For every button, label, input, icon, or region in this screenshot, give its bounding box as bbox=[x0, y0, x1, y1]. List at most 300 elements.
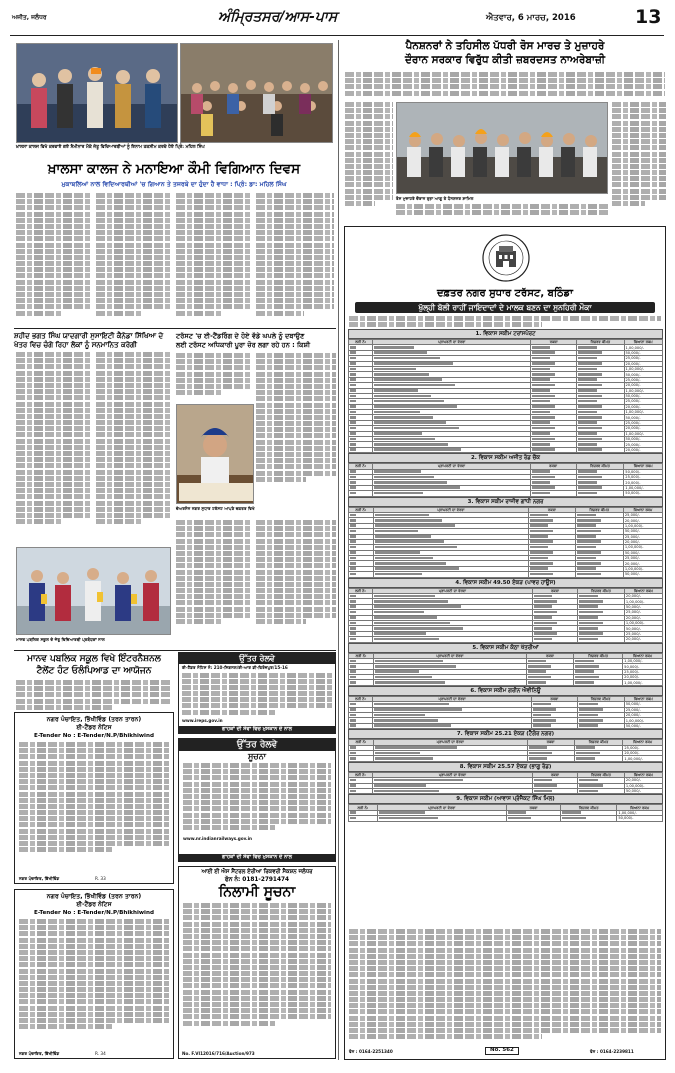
trust-table-cell-filler bbox=[374, 708, 462, 711]
trust-section-table bbox=[348, 696, 663, 729]
photo-pensioners-protest bbox=[396, 102, 608, 194]
trust-table-header: ਬਿਆਨਾ ਰਕਮ bbox=[623, 740, 663, 745]
trust-table-cell-filler bbox=[534, 779, 552, 782]
trust-table-cell-filler bbox=[532, 389, 550, 392]
trust-table-header: ਰਿਜ਼ਰਵ ਕੀਮਤ bbox=[577, 696, 624, 701]
trust-table-cell-value: 25,000/- bbox=[623, 556, 662, 561]
auction-ref: No. F.VI12016/716/Auction/973 bbox=[182, 1050, 255, 1056]
trust-table-cell-value: 1,00,000/- bbox=[624, 599, 662, 604]
trust-table-header: ਬਿਆਨਾ ਰਕਮ bbox=[624, 464, 663, 469]
trust-table-cell-filler bbox=[350, 427, 356, 430]
tender-1-number: E-Tender No : E-Tender/N.P/Bhikhiwind bbox=[34, 733, 154, 739]
trust-table-header: ਪ੍ਰਾਪਰਟੀ ਦਾ ਵੇਰਵਾ bbox=[373, 464, 530, 469]
trust-table-header: ਲੜੀ ਨੰ: bbox=[349, 464, 373, 469]
trust-table-cell-value: 1,00,000/- bbox=[623, 658, 663, 663]
trust-table-cell-filler bbox=[350, 535, 356, 538]
trust-table-cell-filler bbox=[578, 362, 602, 365]
trust-table-cell-filler bbox=[374, 351, 427, 354]
trust-table-cell-filler bbox=[534, 616, 552, 619]
page-number: 13 bbox=[635, 6, 662, 28]
tender-1-org: ਨਗਰ ਪੰਚਾਇਤ, ਭਿੱਖੀਵਿੰਡ (ਤਰਨ ਤਾਰਨ) bbox=[46, 716, 142, 723]
trust-table-cell-filler bbox=[375, 681, 445, 684]
trust-table-cell-filler bbox=[350, 481, 356, 484]
trust-table-cell-filler bbox=[350, 567, 356, 570]
trust-table-cell-filler bbox=[350, 605, 356, 608]
trust-table-cell-filler bbox=[579, 784, 603, 787]
trust-table-cell-filler bbox=[532, 346, 550, 349]
trust-table-cell-filler bbox=[530, 551, 553, 554]
trust-table-cell-filler bbox=[374, 438, 435, 441]
trust-table-cell-filler bbox=[350, 438, 356, 441]
trust-table-cell-value: 25,000/- bbox=[624, 610, 662, 615]
trust-table-cell-filler bbox=[350, 616, 356, 619]
trust-table-header: ਬਿਆਨਾ ਰਕਮ bbox=[624, 696, 662, 701]
trust-table-cell-filler bbox=[374, 373, 429, 376]
trust-table-cell-filler bbox=[350, 627, 356, 630]
trust-table-cell-filler bbox=[374, 595, 435, 598]
trust-table-cell-filler bbox=[534, 632, 557, 635]
trust-table-cell-filler bbox=[374, 416, 433, 419]
trust-table-cell-filler bbox=[375, 540, 444, 543]
trust-table-cell bbox=[506, 816, 560, 821]
trust-table-cell-filler bbox=[578, 432, 597, 435]
protest-photo-art bbox=[397, 103, 608, 194]
trust-table-cell-filler bbox=[532, 411, 550, 414]
trust-table-cell-filler bbox=[530, 562, 553, 565]
trust-table-cell-filler bbox=[350, 811, 356, 814]
table-row bbox=[349, 637, 663, 642]
trust-table-cell-filler bbox=[375, 535, 431, 538]
trust-table-header: ਰਕਬਾ bbox=[531, 340, 577, 345]
trust-table-header: ਲੜੀ ਨੰ: bbox=[349, 805, 378, 810]
pension-body-bottom bbox=[396, 204, 608, 222]
manav-headline-1: ਮਾਨਵ ਪਬਲਿਕ ਸਕੂਲ ਵਿਖੇ ਇੰਟਰਨੈਸ਼ਨਲ bbox=[27, 654, 161, 664]
trust-table-cell-filler bbox=[350, 557, 356, 560]
trust-table-cell-filler bbox=[579, 703, 598, 706]
trust-table-cell-filler bbox=[374, 470, 421, 473]
trust-table-cell-filler bbox=[350, 757, 356, 760]
tender-2-org: ਨਗਰ ਪੰਚਾਇਤ, ਭਿੱਖੀਵਿੰਡ (ਤਰਨ ਤਾਰਨ) bbox=[46, 893, 142, 900]
trust-table-cell-filler bbox=[528, 660, 546, 663]
trust-table-cell-value: 20,000/- bbox=[624, 404, 663, 409]
trust-section-table bbox=[348, 588, 663, 643]
trust-table-cell-filler bbox=[578, 357, 597, 360]
trust-table-cell-filler bbox=[375, 514, 429, 517]
trust-table-cell-filler bbox=[533, 714, 551, 717]
trust-table-cell-filler bbox=[375, 551, 420, 554]
trust-table-cell-filler bbox=[374, 400, 444, 403]
trust-table-cell-filler bbox=[508, 811, 526, 814]
trust-table-cell-filler bbox=[578, 416, 602, 419]
trust-table-cell-filler bbox=[528, 665, 551, 668]
trust-table-cell-filler bbox=[577, 535, 596, 538]
trust-table-cell-filler bbox=[532, 443, 550, 446]
trust-table-cell-filler bbox=[374, 405, 457, 408]
trust-table-cell bbox=[349, 680, 374, 685]
auction-phone: ਫੋਨ ਨੰ: 0181-2791474 bbox=[224, 877, 290, 883]
trust-table-header: ਬਿਆਨਾ ਰਕਮ bbox=[624, 340, 663, 345]
tender-1-notice: ਈ-ਟੈਂਡਰ ਨੋਟਿਸ bbox=[76, 724, 112, 731]
trust-table-cell-value: 1,00,000/- bbox=[624, 345, 663, 350]
railway-1-title: ਉੱਤਰ ਰੇਲਵੇ bbox=[179, 653, 335, 664]
trust-table-cell-filler bbox=[532, 362, 555, 365]
trust-table-cell-filler bbox=[534, 622, 557, 625]
trust-table-cell-filler bbox=[577, 573, 601, 576]
trust-table-cell-value: 25,000/- bbox=[624, 420, 663, 425]
trust-table-cell-value: 20,000/- bbox=[624, 361, 663, 366]
trust-table-header: ਬਿਆਨਾ ਰਕਮ bbox=[623, 507, 662, 512]
trust-table-cell bbox=[372, 788, 532, 793]
trust-table-cell-filler bbox=[350, 779, 356, 782]
trust-table-header: ਰਿਜ਼ਰਵ ਕੀਮਤ bbox=[578, 588, 625, 593]
trust-table-cell-filler bbox=[529, 757, 547, 760]
trust-table-cell-filler bbox=[578, 486, 602, 489]
trust-table-cell-filler bbox=[350, 600, 356, 603]
trust-table-cell-filler bbox=[350, 638, 356, 641]
trust-table-cell-filler bbox=[578, 389, 597, 392]
trust-table-cell-filler bbox=[579, 638, 598, 641]
trust-ad-intro bbox=[349, 316, 661, 328]
trust-table-cell-filler bbox=[374, 362, 453, 365]
trust-table-cell-filler bbox=[350, 632, 356, 635]
trust-table-cell-filler bbox=[350, 562, 356, 565]
trust-table-cell-value: 50,000/- bbox=[623, 572, 662, 577]
trust-table-cell-filler bbox=[578, 373, 602, 376]
trust-table-cell bbox=[349, 491, 373, 496]
trust-table-cell-value: 20,000/- bbox=[624, 447, 663, 452]
trust-table-cell-filler bbox=[578, 421, 597, 424]
trust-table-cell-filler bbox=[350, 389, 356, 392]
trust-section-table bbox=[348, 653, 663, 686]
trust-table-cell bbox=[377, 816, 506, 821]
trust-table-cell-filler bbox=[533, 708, 556, 711]
table-row bbox=[349, 680, 663, 685]
trust-table-header: ਪ੍ਰਾਪਰਟੀ ਦਾ ਵੇਰਵਾ bbox=[377, 805, 506, 810]
pension-body-lead bbox=[345, 72, 665, 102]
trust-table-header: ਲੜੀ ਨੰ: bbox=[349, 653, 374, 658]
trust-table-cell-value: 50,000/- bbox=[624, 393, 663, 398]
trust-table-cell-filler bbox=[350, 622, 356, 625]
trust-table-cell-value: 50,000/- bbox=[624, 372, 663, 377]
trust-table-cell-filler bbox=[578, 346, 597, 349]
masthead-left: ਅਜੀਤ, ਜਲੰਧਰ bbox=[12, 14, 47, 21]
trust-table-cell-filler bbox=[528, 670, 546, 673]
trust-table-cell-filler bbox=[350, 595, 356, 598]
trust-table-cell-filler bbox=[374, 719, 438, 722]
trust-table-cell-filler bbox=[530, 546, 548, 549]
trust-table-cell-filler bbox=[530, 530, 553, 533]
trust-table-header: ਲੜੀ ਨੰ: bbox=[349, 740, 374, 745]
tender-notice-1 bbox=[14, 712, 174, 884]
trust-table-cell-filler bbox=[579, 714, 598, 717]
railway-1-tender-line: ਈ-ਟੈਂਡਰ ਨੋਟਿਸ ਨੰ: 210-ਸਿਗਨਲ/ਈ-ਆਰ ਡੀ-ਫਿਰੋਜ਼ਪੁਰ/15-16 bbox=[182, 665, 288, 670]
trust-table-cell-filler bbox=[374, 378, 442, 381]
trust-section-table bbox=[348, 739, 663, 762]
trust-table-cell-filler bbox=[575, 665, 599, 668]
photo-classroom-group bbox=[180, 43, 333, 143]
tender-story-headline-2: ਲਈ ਟਰੱਸਟ ਅਧਿਕਾਰੀ ਪੂਰਾ ਜ਼ੋਰ ਲਗਾ ਰਹੇ ਹਨ : ਕਿਸ਼ੀ bbox=[176, 341, 311, 349]
trust-table-cell-value: 25,000/- bbox=[624, 442, 663, 447]
trust-table-cell-filler bbox=[532, 368, 550, 371]
trust-table-cell-filler bbox=[350, 724, 356, 727]
trust-table-cell-filler bbox=[374, 411, 420, 414]
trust-table-cell-filler bbox=[350, 611, 356, 614]
trust-table-cell-filler bbox=[533, 719, 556, 722]
trust-table-cell-filler bbox=[350, 400, 356, 403]
trust-table-cell-value: 20,000/- bbox=[623, 675, 663, 680]
trust-table-cell-filler bbox=[575, 676, 599, 679]
trust-auction-sections bbox=[348, 329, 663, 822]
trust-table-cell-filler bbox=[578, 405, 602, 408]
trust-table-cell-filler bbox=[374, 395, 431, 398]
trust-table-cell-filler bbox=[579, 790, 598, 793]
railway-2-subtitle: ਸੂਚਨਾ bbox=[247, 752, 266, 761]
trust-table-cell bbox=[373, 756, 527, 761]
trust-table-header: ਰਿਜ਼ਰਵ ਕੀਮਤ bbox=[577, 340, 624, 345]
trust-table-cell-filler bbox=[532, 492, 550, 495]
trust-table-cell-filler bbox=[530, 524, 548, 527]
trust-table-cell-value: 20,000/- bbox=[624, 778, 662, 783]
trust-table-cell-filler bbox=[533, 724, 551, 727]
trust-table-cell-filler bbox=[350, 421, 356, 424]
trust-table-cell bbox=[526, 680, 573, 685]
trust-table-header: ਰਿਜ਼ਰਵ ਕੀਮਤ bbox=[576, 464, 624, 469]
trust-table-cell-value: 50,000/- bbox=[623, 664, 663, 669]
trust-table-cell-filler bbox=[374, 481, 447, 484]
trust-table-cell-filler bbox=[532, 351, 555, 354]
khalsa-subheadline: ਮੁਕਾਬਲਿਆਂ ਨਾਲ ਵਿਦਿਆਰਥੀਆਂ 'ਚ ਗਿਆਨ ਤੇ ਤਜਰਬੇ ਦਾ ਹੁੰਦਾ ਹੈ ਵਾਧਾ : ਪ੍ਰਿੰ: ਡਾ: ਮਹਿਲ ਸਿੰਘ bbox=[61, 181, 287, 188]
trust-table-cell bbox=[349, 447, 373, 452]
trust-table-cell-filler bbox=[375, 530, 418, 533]
trust-emblem bbox=[481, 233, 531, 283]
trust-table-header: ਰਕਬਾ bbox=[532, 696, 577, 701]
trust-table-header: ਰਿਜ਼ਰਵ ਕੀਮਤ bbox=[574, 740, 623, 745]
trust-table-cell-filler bbox=[375, 676, 432, 679]
trust-table-cell-value: 50,000/- bbox=[624, 491, 663, 496]
trust-table-cell-filler bbox=[577, 519, 601, 522]
trust-table-header: ਰਕਬਾ bbox=[532, 772, 577, 777]
trust-table-cell-value: 50,000/- bbox=[623, 529, 662, 534]
trust-table-cell-filler bbox=[530, 573, 553, 576]
trust-table-header: ਪ੍ਰਾਪਰਟੀ ਦਾ ਵੇਰਵਾ bbox=[373, 340, 531, 345]
trust-table-cell-filler bbox=[534, 790, 552, 793]
table-row bbox=[349, 816, 663, 821]
trust-table-cell-filler bbox=[350, 746, 356, 749]
trust-table-cell-filler bbox=[534, 638, 552, 641]
trust-table-cell-filler bbox=[575, 681, 594, 684]
trust-table-cell-value: 1,00,000/- bbox=[623, 680, 663, 685]
trust-table-cell-filler bbox=[374, 638, 439, 641]
trust-table-cell bbox=[349, 723, 373, 728]
khalsa-body-col1 bbox=[16, 193, 92, 326]
trust-table-cell-filler bbox=[374, 389, 418, 392]
trust-table-cell-filler bbox=[350, 708, 356, 711]
trust-table-cell-filler bbox=[578, 395, 602, 398]
trust-table-cell-filler bbox=[374, 600, 448, 603]
trust-table-cell-value: 20,000/- bbox=[624, 713, 662, 718]
trust-table-cell-value: 25,000/- bbox=[624, 707, 662, 712]
trust-section-table bbox=[348, 339, 663, 453]
trust-table-cell-filler bbox=[575, 670, 594, 673]
trust-table-cell-filler bbox=[532, 432, 550, 435]
trust-table-cell-filler bbox=[374, 432, 422, 435]
tender-story-col2 bbox=[256, 353, 336, 503]
trust-table-cell bbox=[561, 816, 617, 821]
trust-table-cell bbox=[373, 447, 531, 452]
trust-table-cell-filler bbox=[532, 476, 555, 479]
trust-table-cell-filler bbox=[375, 562, 446, 565]
trust-table-cell-filler bbox=[578, 470, 597, 473]
trust-table-cell-filler bbox=[379, 811, 425, 814]
trust-table-header: ਪ੍ਰਾਪਰਟੀ ਦਾ ਵੇਰਵਾ bbox=[373, 696, 532, 701]
trust-table-cell-value: 1,00,000/- bbox=[624, 431, 663, 436]
trust-table-cell bbox=[574, 756, 623, 761]
trust-table-cell-filler bbox=[350, 470, 356, 473]
table-row bbox=[349, 756, 663, 761]
trust-table-cell-filler bbox=[374, 492, 423, 495]
trust-table-cell-value: 25,000/- bbox=[624, 399, 663, 404]
trust-table-header: ਰਕਬਾ bbox=[532, 588, 577, 593]
trust-table-cell-filler bbox=[350, 362, 356, 365]
trust-table-cell-filler bbox=[374, 448, 461, 451]
trust-table-cell-filler bbox=[350, 665, 356, 668]
trust-table-cell-value: 20,000/- bbox=[623, 518, 662, 523]
trust-table-header: ਲੜੀ ਨੰ: bbox=[349, 340, 373, 345]
trust-table-cell-value: 1,00,000/- bbox=[624, 388, 663, 393]
trust-table-cell-filler bbox=[375, 557, 433, 560]
trust-table-header: ਬਿਆਨਾ ਰਕਮ bbox=[624, 772, 662, 777]
trust-table-cell-filler bbox=[532, 384, 555, 387]
trust-table-header: ਬਿਆਨਾ ਰਕਮ bbox=[623, 653, 663, 658]
trust-table-cell-filler bbox=[350, 524, 356, 527]
trust-table-cell-filler bbox=[576, 746, 595, 749]
trust-table-header: ਪ੍ਰਾਪਰਟੀ ਦਾ ਵੇਰਵਾ bbox=[373, 507, 528, 512]
trust-table-header: ਰਿਜ਼ਰਵ ਕੀਮਤ bbox=[575, 507, 623, 512]
trust-table-cell-filler bbox=[577, 524, 596, 527]
trust-table-cell-filler bbox=[374, 605, 461, 608]
trust-table-cell-value: 25,000/- bbox=[624, 474, 663, 479]
trust-table-cell-filler bbox=[577, 530, 601, 533]
manav-headline-2: ਟੈਲੇਂਟ ਹੰਟ ਓਲੰਪਿਆਡ ਦਾ ਆਯੋਜਨ bbox=[36, 666, 152, 676]
trust-table-cell bbox=[578, 788, 625, 793]
trust-table-cell-filler bbox=[530, 514, 548, 517]
trust-table-cell-filler bbox=[534, 627, 552, 630]
trust-table-header: ਪ੍ਰਾਪਰਟੀ ਦਾ ਵੇਰਵਾ bbox=[373, 740, 527, 745]
trust-table-header: ਬਿਆਨਾ ਰਕਮ bbox=[624, 588, 662, 593]
trust-table-cell-filler bbox=[579, 627, 598, 630]
trust-table-cell-filler bbox=[578, 481, 597, 484]
trust-table-cell-value: 20,000/- bbox=[624, 615, 662, 620]
trust-section-title: 8. ਵਿਕਾਸ ਸਕੀਮ 25.57 ਏਕੜ (ਭਾਗੂ ਰੋਡ) bbox=[348, 762, 663, 772]
trust-table-cell-filler bbox=[532, 373, 555, 376]
trust-table-cell-filler bbox=[374, 779, 463, 782]
trust-table-header: ਪ੍ਰਾਪਰਟੀ ਦਾ ਵੇਰਵਾ bbox=[372, 772, 532, 777]
trust-table-cell bbox=[529, 572, 575, 577]
trust-table-cell-filler bbox=[578, 411, 597, 414]
trust-table-cell-filler bbox=[374, 714, 425, 717]
trust-table-cell-filler bbox=[350, 703, 356, 706]
trust-table-cell-filler bbox=[350, 443, 356, 446]
trust-table-cell-filler bbox=[532, 448, 555, 451]
trust-table-cell bbox=[574, 680, 623, 685]
trust-table-header: ਰਕਬਾ bbox=[526, 653, 573, 658]
table-row bbox=[349, 788, 663, 793]
trust-table-cell-filler bbox=[532, 427, 555, 430]
trust-table-cell-filler bbox=[532, 481, 550, 484]
manav-photo-art bbox=[17, 548, 171, 635]
trust-section-title: 1. ਵਿਕਾਸ ਸਕੀਮ ਟਰਾਂਸਪੋਰਟ bbox=[348, 329, 663, 339]
trust-table-cell-value: 1,00,000/- bbox=[624, 718, 662, 723]
trust-table-header: ਰਕਬਾ bbox=[529, 507, 575, 512]
trust-table-cell-filler bbox=[350, 817, 356, 820]
trust-table-cell-filler bbox=[529, 746, 547, 749]
trust-table-cell-filler bbox=[530, 540, 553, 543]
manav-photo-caption: ਮਾਨਵ ਪਬਲਿਕ ਸਕੂਲ ਦੇ ਜੇਤੂ ਵਿਦਿਆਰਥੀ ਪ੍ਰਬੰਧਕਾਂ ਨਾਲ bbox=[16, 637, 105, 642]
trust-table-cell-filler bbox=[579, 611, 603, 614]
trust-table-cell-filler bbox=[534, 595, 552, 598]
trust-table-cell-filler bbox=[534, 600, 557, 603]
trust-table-cell-value: 1,00,000/- bbox=[624, 410, 663, 415]
trust-table-cell-filler bbox=[375, 524, 455, 527]
trust-section-title: 9. ਵਿਕਾਸ ਸਕੀਮ (ਆਵਾਸ ਪ੍ਰੋਜੈਕਟ ਸਿੰਘ ਮਿਲ) bbox=[348, 794, 663, 804]
trust-emblem-icon bbox=[481, 233, 531, 283]
trust-table-cell-filler bbox=[374, 346, 414, 349]
trust-table-cell-filler bbox=[579, 600, 603, 603]
trust-table-cell-filler bbox=[530, 535, 548, 538]
tender-2-ro: R. 34 bbox=[95, 1050, 106, 1056]
trust-table-cell-filler bbox=[350, 546, 356, 549]
trust-table-cell-value: 20,000/- bbox=[624, 637, 662, 642]
trust-table-cell-filler bbox=[350, 368, 356, 371]
trust-table-cell-filler bbox=[578, 351, 602, 354]
trust-table-cell-filler bbox=[578, 378, 597, 381]
khalsa-headline: ਖ਼ਾਲਸਾ ਕਾਲਜ ਨੇ ਮਨਾਇਆ ਕੌਮੀ ਵਿਗਿਆਨ ਦਿਵਸ bbox=[47, 161, 301, 177]
trust-table-cell-filler bbox=[532, 421, 550, 424]
trust-table-cell-value: 25,000/- bbox=[623, 669, 663, 674]
tender-story-col1 bbox=[176, 353, 252, 401]
trust-table-cell-filler bbox=[374, 611, 424, 614]
trust-table-cell-filler bbox=[350, 540, 356, 543]
sgpc-headline: ਸ਼ਹੀਦ ਭਗਤ ਸਿੰਘ ਯਾਦਗਾਰੀ ਸੁਸਾਇਟੀ ਕੈਨੇਡਾ ਸਿੱਖਿਆ ਦੇ ਖੇਤਰ ਵਿਚ ਚੰਗੇ ਰਿਹਾ ਲੋਕਾਂ ਨੂੰ ਸਨਮਾਨਿਤ ਕਰੇਗੀ bbox=[14, 332, 164, 349]
trust-table-cell bbox=[349, 816, 378, 821]
trust-table-cell-filler bbox=[350, 476, 356, 479]
trust-table-cell-filler bbox=[350, 719, 356, 722]
tender-1-signature: ਨਗਰ ਪੰਚਾਇਤ, ਭਿੱਖੀਵਿੰਡ bbox=[19, 875, 60, 881]
pension-headline-2: ਦੌਰਾਨ ਸਰਕਾਰ ਵਿਰੁੱਧ ਕੀਤੀ ਜ਼ਬਰਦਸਤ ਨਾਅਰੇਬਾਜ਼ੀ bbox=[404, 54, 605, 66]
tender-2-signature: ਨਗਰ ਪੰਚਾਇਤ, ਭਿੱਖੀਵਿੰਡ bbox=[19, 1050, 60, 1056]
trust-table-cell-filler bbox=[530, 567, 548, 570]
trust-table-cell-filler bbox=[374, 622, 450, 625]
trust-table-cell-filler bbox=[578, 427, 602, 430]
masthead bbox=[10, 6, 666, 36]
trust-table-cell bbox=[532, 637, 577, 642]
trust-table-cell-filler bbox=[350, 784, 356, 787]
trust-table-cell-filler bbox=[374, 427, 459, 430]
trust-table-cell-filler bbox=[532, 438, 555, 441]
trust-table-header: ਲੜੀ ਨੰ: bbox=[349, 772, 373, 777]
trust-table-cell-filler bbox=[350, 432, 356, 435]
trust-section-title: 7. ਵਿਕਾਸ ਸਕੀਮ 25.21 ਏਕੜ (ਟੈਗੋਰ ਨਗਰ) bbox=[348, 729, 663, 739]
trust-table-header: ਲੜੀ ਨੰ: bbox=[349, 696, 373, 701]
trust-table-cell-filler bbox=[350, 519, 356, 522]
trust-table-cell-filler bbox=[375, 519, 442, 522]
trust-table-cell-value: 1,00,000/- bbox=[623, 545, 662, 550]
trust-table-cell bbox=[373, 572, 528, 577]
trust-table-cell-filler bbox=[562, 817, 586, 820]
table-row bbox=[349, 572, 663, 577]
trust-table-cell-filler bbox=[534, 611, 557, 614]
trust-section-title: 2. ਵਿਕਾਸ ਸਕੀਮ ਅਜੀਤ ਰੋਡ ਚੌਕ bbox=[348, 453, 663, 463]
